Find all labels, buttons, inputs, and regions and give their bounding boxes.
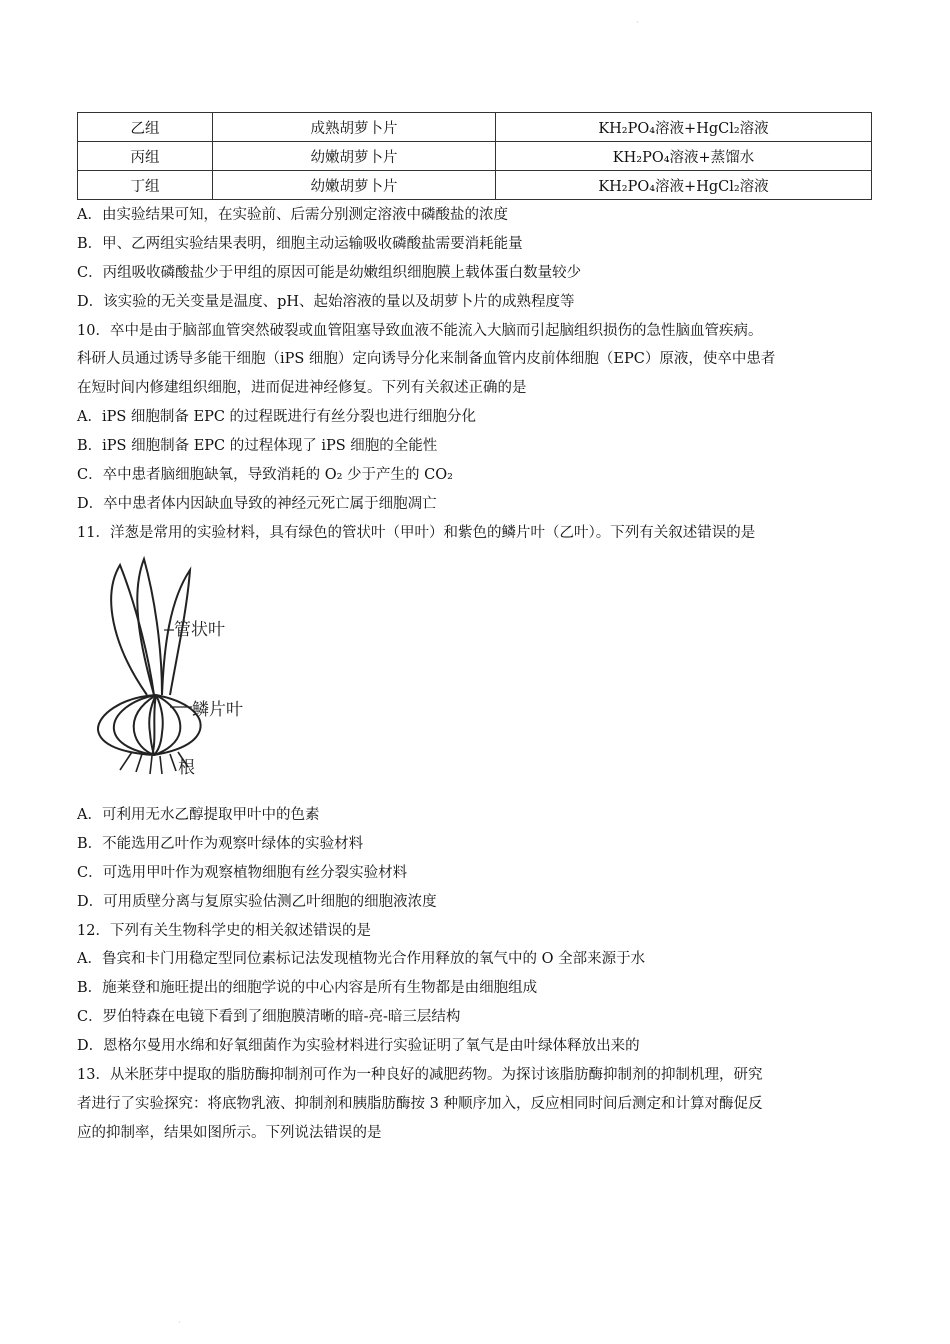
label-tube-leaf: 管状叶 bbox=[174, 620, 225, 640]
q9-option-b: B．甲、乙两组实验结果表明，细胞主动运输吸收磷酸盐需要消耗能量 bbox=[77, 235, 523, 252]
q11-option-a: A．可利用无水乙醇提取甲叶中的色素 bbox=[77, 807, 320, 823]
q12-stem: 12．下列有关生物科学史的相关叙述错误的是 bbox=[77, 922, 371, 939]
table-cell: 乙组 bbox=[78, 113, 213, 142]
q10-option-c: C．卒中患者脑细胞缺氧，导致消耗的 O₂ 少于产生的 CO₂ bbox=[77, 467, 453, 484]
q10-stem-line-3: 在短时间内修建组织细胞，进而促进神经修复。下列有关叙述正确的是 bbox=[77, 380, 527, 397]
experiment-table bbox=[77, 112, 872, 200]
bulb bbox=[98, 695, 201, 755]
label-scale-leaf: 鳞片叶 bbox=[192, 700, 243, 720]
question-block-lower bbox=[77, 801, 877, 1148]
q13-stem-line-1: 13．从米胚芽中提取的脂肪酶抑制剂可作为一种良好的减肥药物。为探讨该脂肪酶抑制剂的抑制机理，研究 bbox=[77, 1067, 763, 1084]
q10-option-b: B．iPS 细胞制备 EPC 的过程体现了 iPS 细胞的全能性 bbox=[77, 438, 438, 455]
table-cell: 幼嫩胡萝卜片 bbox=[213, 142, 496, 171]
q11-option-c: C．可选用甲叶作为观察植物细胞有丝分裂实验材料 bbox=[77, 864, 408, 881]
table-cell: 幼嫩胡萝卜片 bbox=[213, 171, 496, 200]
q10-stem-line-1: 10．卒中是由于脑部血管突然破裂或血管阻塞导致血液不能流入大脑而引起脑组织损伤的急性脑血管疾病。 bbox=[77, 322, 763, 339]
onion-diagram bbox=[92, 555, 252, 775]
q12-option-b: B．施莱登和施旺提出的细胞学说的中心内容是所有生物都是由细胞组成 bbox=[77, 980, 538, 997]
table-cell: KH₂PO₄溶液+HgCl₂溶液 bbox=[496, 171, 872, 200]
table-cell: KH₂PO₄溶液+蒸馏水 bbox=[496, 142, 872, 171]
q10-option-a: A．iPS 细胞制备 EPC 的过程既进行有丝分裂也进行细胞分化 bbox=[77, 409, 477, 426]
q12-option-a: A．鲁宾和卡门用稳定型同位素标记法发现植物光合作用释放的氧气中的 O 全部来源于水 bbox=[77, 951, 646, 968]
q11-option-d: D．可用质壁分离与复原实验估测乙叶细胞的细胞液浓度 bbox=[77, 893, 437, 910]
q12-option-d: D．恩格尔曼用水绵和好氧细菌作为实验材料进行实验证明了氧气是由叶绿体释放出来的 bbox=[77, 1038, 640, 1055]
q13-stem-line-2: 者进行了实验探究：将底物乳液、抑制剂和胰脂肪酶按 3 种顺序加入，反应相同时间后测定和计算对酶促反 bbox=[77, 1095, 763, 1112]
label-root: 根 bbox=[178, 758, 195, 775]
table-row bbox=[78, 171, 872, 200]
table-row bbox=[78, 142, 872, 171]
table-row bbox=[78, 113, 872, 142]
q13-stem-line-3: 应的抑制率，结果如图所示。下列说法错误的是 bbox=[77, 1124, 382, 1141]
q11-stem: 11．洋葱是常用的实验材料，具有绿色的管状叶（甲叶）和紫色的鳞片叶（乙叶）。下列有关叙述错误的是 bbox=[77, 524, 756, 541]
q11-option-b: B．不能选用乙叶作为观察叶绿体的实验材料 bbox=[77, 835, 364, 852]
table-cell: 成熟胡萝卜片 bbox=[213, 113, 496, 142]
q9-option-d: D．该实验的无关变量是温度、pH、起始溶液的量以及胡萝卜片的成熟程度等 bbox=[77, 293, 575, 310]
table-cell: KH₂PO₄溶液+HgCl₂溶液 bbox=[496, 113, 872, 142]
q9-option-a: A．由实验结果可知，在实验前、后需分别测定溶液中磷酸盐的浓度 bbox=[77, 207, 508, 223]
q10-stem-line-2: 科研人员通过诱导多能干细胞（iPS 细胞）定向诱导分化来制备血管内皮前体细胞（EPC）原液，使卒中患者 bbox=[77, 351, 776, 368]
table-cell: 丙组 bbox=[78, 142, 213, 171]
q12-option-c: C．罗伯特森在电镜下看到了细胞膜清晰的暗-亮-暗三层结构 bbox=[77, 1009, 461, 1026]
q10-option-d: D．卒中患者体内因缺血导致的神经元死亡属于细胞凋亡 bbox=[77, 495, 437, 512]
q9-option-c: C．丙组吸收磷酸盐少于甲组的原因可能是幼嫩组织细胞膜上载体蛋白数量较少 bbox=[77, 264, 582, 281]
table-cell: 丁组 bbox=[78, 171, 213, 200]
question-block-upper bbox=[77, 201, 877, 548]
